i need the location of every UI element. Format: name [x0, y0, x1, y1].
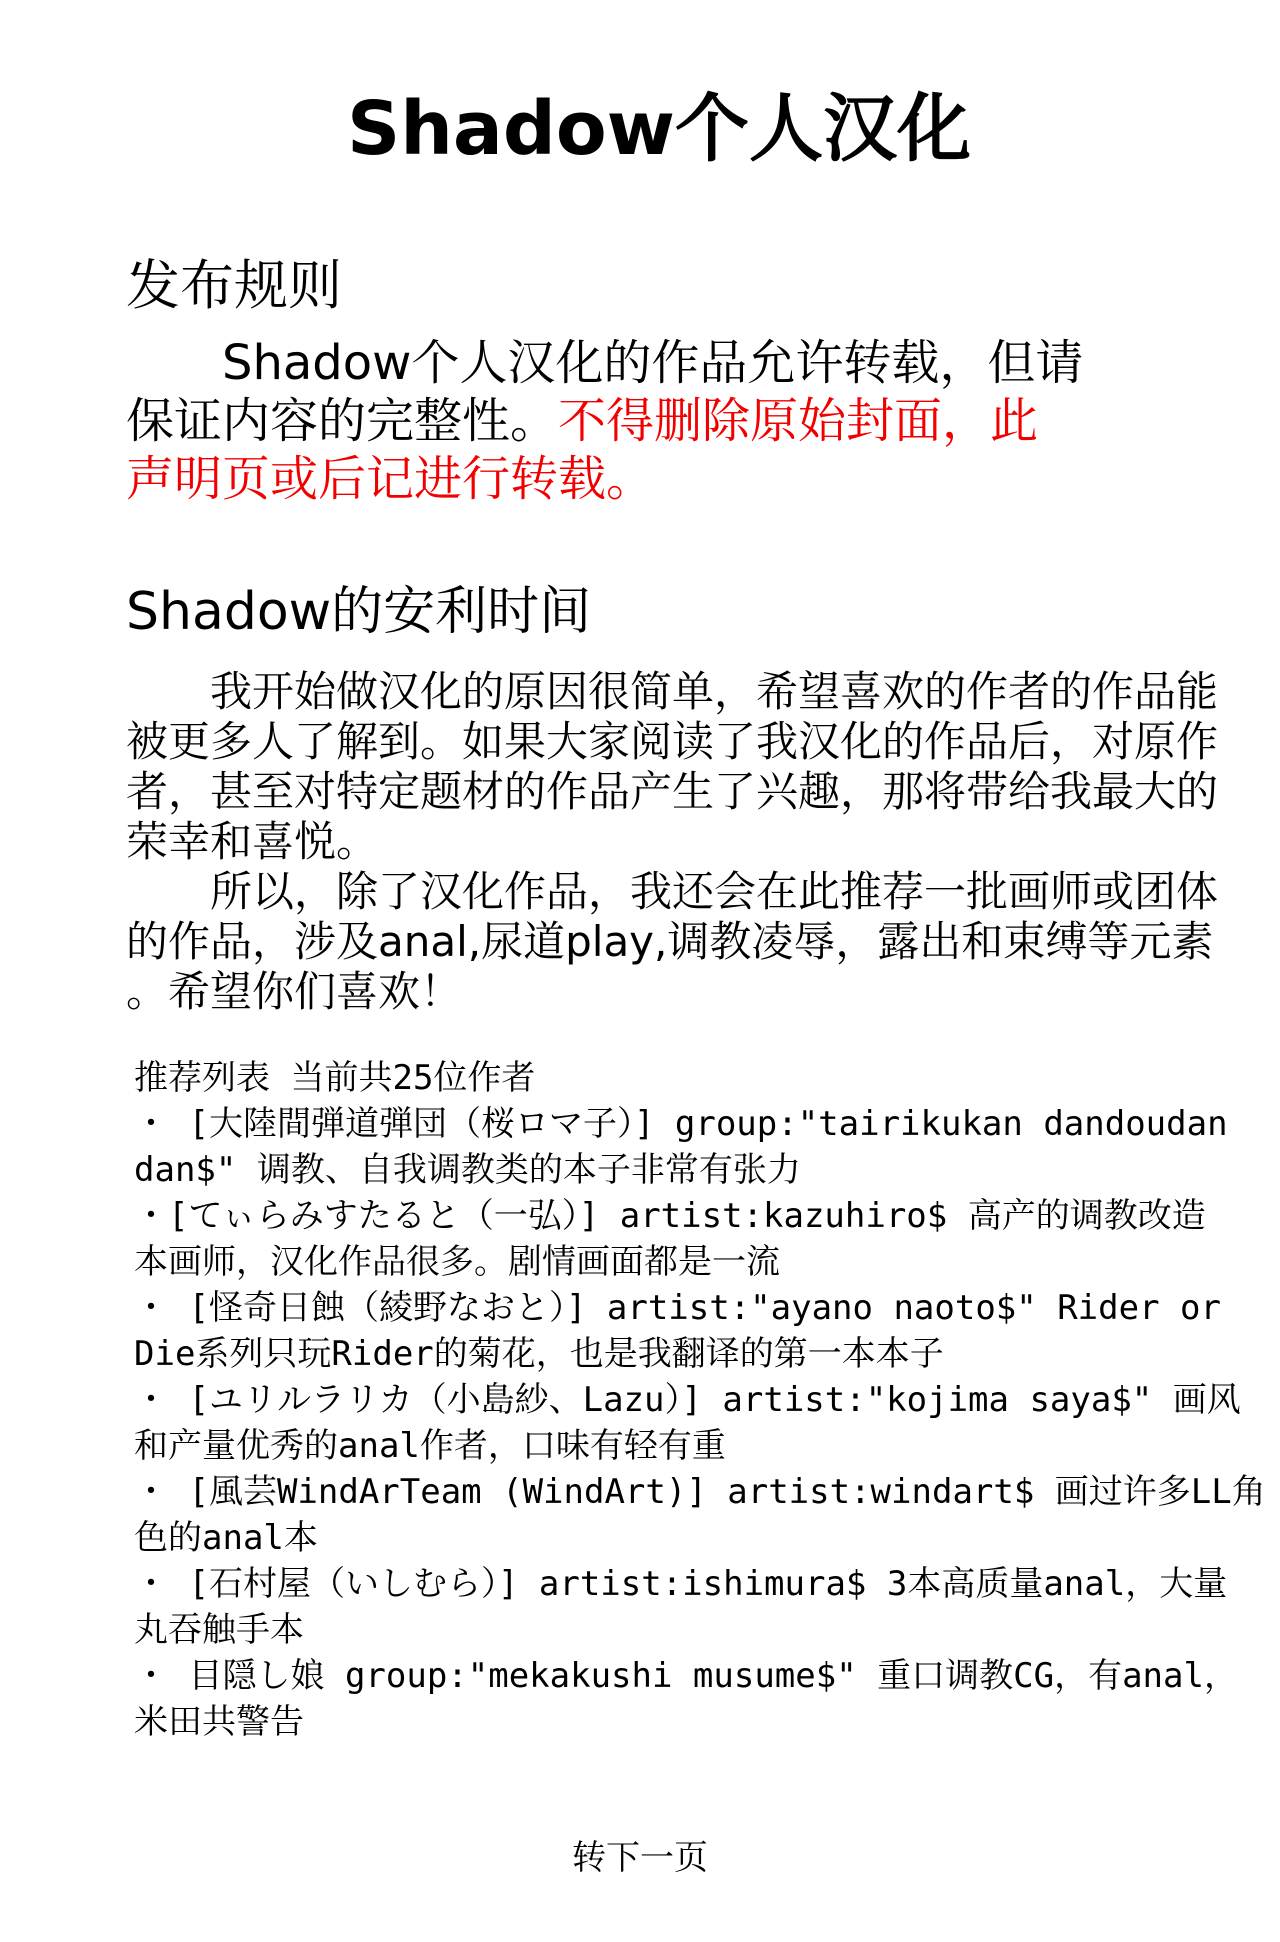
rules-text: Shadow个人汉化的作品允许转载，但请: [222, 334, 1084, 391]
paragraph-line: 所以，除了汉化作品，我还会在此推荐一批画师或团体: [210, 867, 1219, 917]
artist-list-line: 本画师，汉化作品很多。剧情画面都是一流: [134, 1242, 780, 1283]
document-page: [0, 86, 1280, 1942]
recommend-heading: Shadow的安利时间: [126, 581, 592, 642]
red-notice-text: 不得删除原始封面，此: [558, 392, 1039, 449]
artist-list-line: 丸吞触手本: [134, 1610, 304, 1651]
recommend-section: [126, 581, 1219, 1017]
page-footer: [0, 1838, 1280, 1879]
artist-list-line: dan$" 调教、自我调教类的本子非常有张力: [134, 1150, 801, 1191]
paragraph-line: 我开始做汉化的原因很简单，希望喜欢的作者的作品能: [210, 667, 1219, 717]
rules-section: [126, 256, 1192, 507]
translator-note-page: [0, 86, 1280, 1745]
paragraph-line: 的作品，涉及anal,尿道play,调教凌辱，露出和束缚等元素: [126, 917, 1214, 967]
rules-line: [126, 334, 1192, 392]
page-title: Shadow个人汉化: [346, 86, 972, 172]
rules-paragraph: [126, 334, 1192, 508]
artist-list-line: 和产量优秀的anal作者，口味有轻有重: [134, 1426, 726, 1467]
paragraph-line: 被更多人了解到。如果大家阅读了我汉化的作品后，对原作: [126, 717, 1219, 767]
artist-list-line: 色的anal本: [134, 1518, 318, 1559]
rules-line: [126, 392, 1192, 450]
paragraph-line: 者，甚至对特定题材的作品产生了兴趣，那将带给我最大的: [126, 767, 1219, 817]
artist-list-line: ・[てぃらみすたると（一弘）] artist:kazuhiro$ 高产的调教改造: [134, 1196, 1206, 1237]
artist-list-section: [126, 1055, 1266, 1745]
rules-heading: 发布规则: [126, 254, 342, 318]
paragraph-line: 荣幸和喜悦。: [126, 817, 379, 867]
artist-list-line: ・ [石村屋（いしむら）] artist:ishimura$ 3本高质量anal，大量: [134, 1564, 1228, 1605]
rules-line: [126, 450, 1192, 508]
artist-list-line: ・ [風芸WindArTeam (WindArt)] artist:windart$ 画过许多LL角: [134, 1472, 1266, 1513]
artist-list-header: 推荐列表 当前共25位作者: [134, 1058, 536, 1099]
artist-list-line: ・ [ユリルラリカ（小島紗、Lazu）] artist:"kojima saya$" 画风: [134, 1380, 1241, 1421]
artist-list-lines: [134, 1101, 1266, 1745]
artist-list-line: Die系列只玩Rider的菊花，也是我翻译的第一本本子: [134, 1334, 944, 1375]
artist-list: [126, 1055, 1266, 1745]
rules-text: 保证内容的完整性。: [126, 392, 559, 449]
recommend-paragraph: [126, 667, 1219, 1017]
artist-list-line: ・ [大陸間弾道弾団（桜ロマ子）] group:"tairikukan dandoudan: [134, 1104, 1228, 1145]
artist-list-line: 米田共警告: [134, 1702, 304, 1743]
paragraph-line: 。希望你们喜欢！: [126, 967, 463, 1017]
artist-list-line: ・ 目隠し娘 group:"mekakushi musume$" 重口调教CG，有anal，: [134, 1656, 1238, 1697]
next-page-note: 转下一页: [572, 1838, 708, 1878]
red-notice-text: 声明页或后记进行转载。: [126, 450, 655, 507]
artist-list-line: ・ [怪奇日蝕（綾野なおと）] artist:"ayano naoto$" Rider or: [134, 1288, 1221, 1329]
